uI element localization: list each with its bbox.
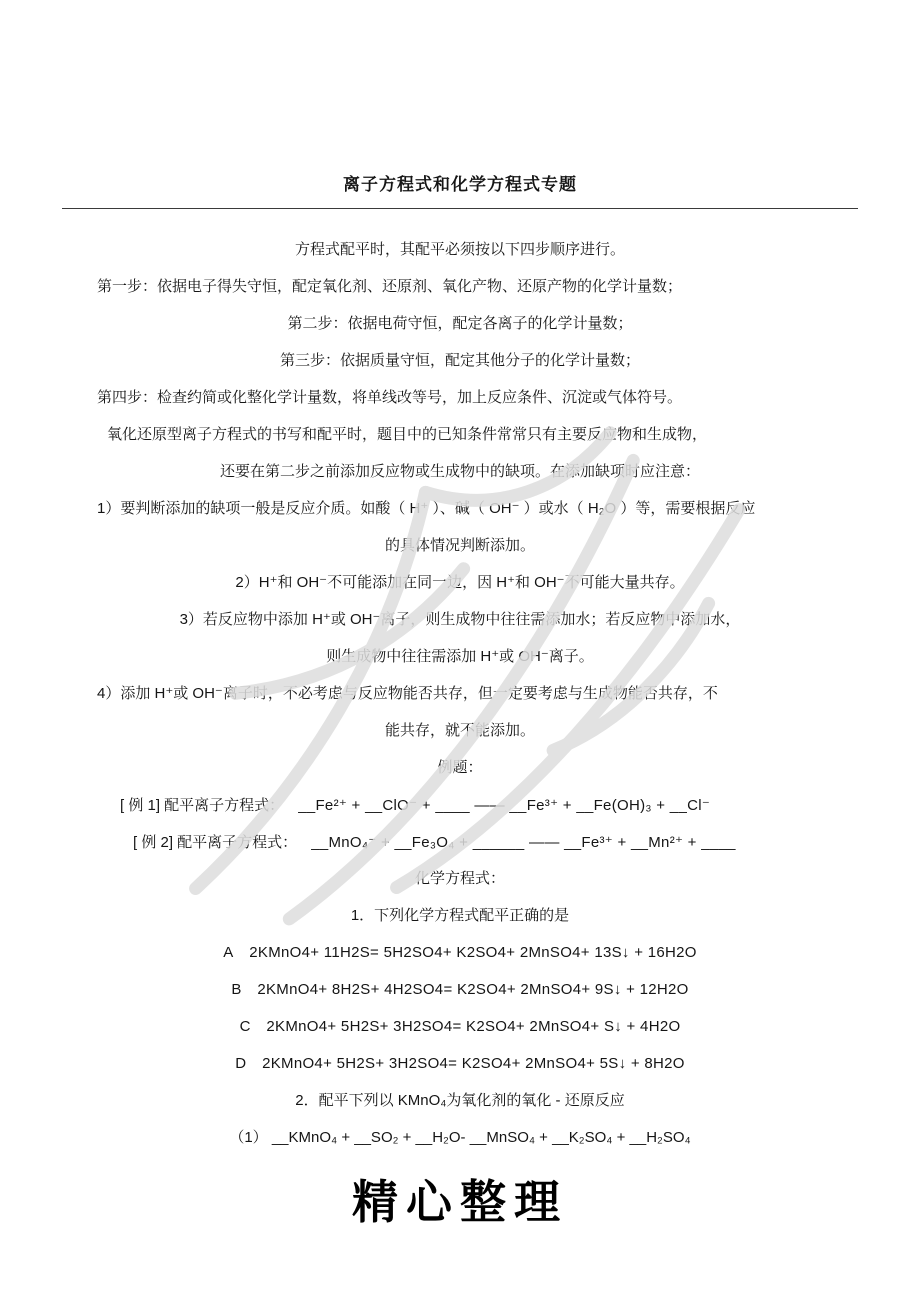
option-a-equation: 2KMnO4+ 11H2S= 5H2SO4+ K2SO4+ 2MnSO4+ 13S↓ + 16H2O — [249, 944, 697, 961]
option-b-row — [0, 971, 920, 1008]
option-a-letter: A — [223, 944, 234, 961]
example-1-equation: __Fe²⁺ + __ClO⁻ + ____ —— __Fe³⁺ + __Fe(OH)₃ + __Cl⁻ — [298, 796, 711, 814]
note-3-cont-line: 则生成物中往往需添加 H⁺或 OH⁻离子。 — [326, 648, 594, 665]
option-d-letter: D — [235, 1055, 247, 1072]
footer-brand-text: 精心整理 — [352, 1176, 568, 1228]
note-2-line: 2）H⁺和 OH⁻不可能添加在同一边，因 H⁺和 OH⁻不可能大量共存。 — [235, 574, 685, 591]
document-body — [0, 231, 920, 1156]
example-2-label: [ 例 2] 配平离子方程式： — [133, 834, 298, 851]
option-c-row — [0, 1008, 920, 1045]
example-2-row — [0, 823, 920, 860]
step-4-line: 第四步：检查约简或化整化学计量数，将单线改等号，加上反应条件、沉淀或气体符号。 — [97, 389, 683, 406]
title-divider — [62, 208, 858, 209]
chemical-equations-heading: 化学方程式： — [414, 870, 505, 887]
supplement-line-2: 还要在第二步之前添加反应物或生成物中的缺项。在添加缺项时应注意： — [219, 463, 700, 480]
option-c-letter: C — [239, 1018, 251, 1035]
note-1-line: 1）要判断添加的缺项一般是反应介质。如酸（ H⁺ ）、碱（ OH⁻ ）或水（ H₂O ）等，需要根据反应 — [97, 500, 756, 517]
question-2-text: 2．配平下列以 KMnO₄为氧化剂的氧化 - 还原反应 — [295, 1092, 625, 1109]
step-2-line: 第二步：依据电荷守恒，配定各离子的化学计量数； — [287, 315, 633, 332]
option-c-equation: 2KMnO4+ 5H2S+ 3H2SO4= K2SO4+ 2MnSO4+ S↓ + 4H2O — [266, 1018, 681, 1035]
page-title: 离子方程式和化学方程式专题 — [343, 175, 577, 194]
examples-heading: 例题： — [437, 759, 483, 776]
option-b-letter: B — [231, 981, 242, 998]
example-1-label: [ 例 1] 配平离子方程式： — [120, 797, 285, 814]
step-1-line: 第一步：依据电子得失守恒，配定氧化剂、还原剂、氧化产物、还原产物的化学计量数； — [97, 278, 683, 295]
option-a-row — [0, 934, 920, 971]
option-d-equation: 2KMnO4+ 5H2S+ 3H2SO4= K2SO4+ 2MnSO4+ 5S↓ + 8H2O — [262, 1055, 685, 1072]
question-2-item-1: （1） __KMnO₄ + __SO₂ + __H₂O- __MnSO₄ + __K₂SO₄ + __H₂SO₄ — [229, 1129, 691, 1146]
note-4-cont-line: 能共存，就不能添加。 — [384, 722, 535, 739]
option-d-row — [0, 1045, 920, 1082]
note-1-cont-line: 的具体情况判断添加。 — [384, 537, 535, 554]
step-3-line: 第三步：依据质量守恒，配定其他分子的化学计量数； — [279, 352, 640, 369]
note-3-line: 3）若反应物中添加 H⁺或 OH⁻离子，则生成物中往往需添加水；若反应物中添加水， — [179, 611, 741, 628]
example-1-row — [0, 786, 920, 823]
option-b-equation: 2KMnO4+ 8H2S+ 4H2SO4= K2SO4+ 2MnSO4+ 9S↓ + 12H2O — [257, 981, 689, 998]
example-2-equation: __MnO₄⁻ + __Fe₃O₄ + ______ —— __Fe³⁺ + __Mn²⁺ + ____ — [311, 833, 736, 851]
intro-line: 方程式配平时，其配平必须按以下四步顺序进行。 — [294, 241, 625, 258]
supplement-line-1: 氧化还原型离子方程式的书写和配平时，题目中的已知条件常常只有主要反应物和生成物， — [107, 426, 708, 443]
question-1-text: 1．下列化学方程式配平正确的是 — [350, 907, 570, 924]
note-4-line: 4）添加 H⁺或 OH⁻离子时，不必考虑与反应物能否共存，但一定要考虑与生成物能否共存，不 — [97, 685, 718, 702]
